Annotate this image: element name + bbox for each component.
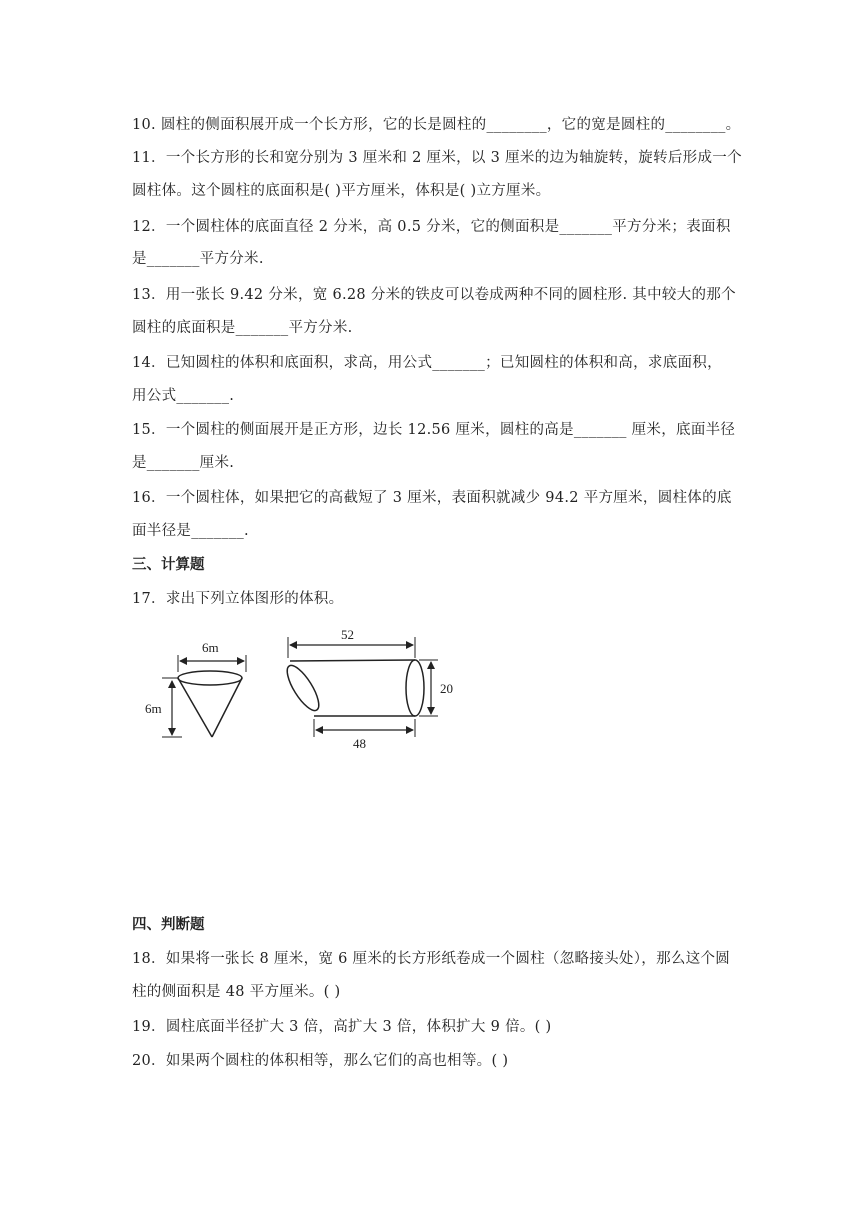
cylinder-bottom-dimension bbox=[314, 719, 415, 751]
section-heading-calculation: 三、计算题 bbox=[132, 557, 205, 573]
cylinder-top-label: 52 bbox=[341, 627, 354, 642]
question-16-line-2: 面半径是_______. bbox=[132, 523, 249, 539]
question-15-line-1: 15．一个圆柱的侧面展开是正方形，边长 12.56 厘米，圆柱的高是_______ 厘米，底面半径 bbox=[132, 422, 736, 438]
cylinder-top-dimension bbox=[288, 627, 415, 658]
question-12-line-2: 是_______平方分米. bbox=[132, 251, 264, 267]
question-16-line-1: 16．一个圆柱体，如果把它的高截短了 3 厘米，表面积就减少 94.2 平方厘米，圆柱体的底 bbox=[132, 490, 732, 506]
cone-and-cylinder-diagram bbox=[140, 625, 470, 760]
question-14-line-2: 用公式_______. bbox=[132, 388, 235, 404]
question-17: 17．求出下列立体图形的体积。 bbox=[132, 591, 344, 607]
cylinder-shape bbox=[282, 660, 424, 716]
cone-width-dimension bbox=[178, 640, 246, 672]
cone-height-label: 6m bbox=[145, 701, 162, 716]
section-heading-judgement: 四、判断题 bbox=[132, 917, 205, 933]
question-15-line-2: 是_______厘米. bbox=[132, 455, 235, 471]
solid-figures bbox=[140, 625, 470, 764]
question-13-line-2: 圆柱的底面积是_______平方分米. bbox=[132, 320, 353, 336]
question-11-line-2: 圆柱体。这个圆柱的底面积是( )平方厘米，体积是( )立方厘米。 bbox=[132, 183, 551, 199]
question-10: 10. 圆柱的侧面积展开成一个长方形，它的长是圆柱的________，它的宽是圆柱的________。 bbox=[132, 117, 741, 133]
cone-shape bbox=[178, 671, 242, 737]
question-20: 20．如果两个圆柱的体积相等，那么它们的高也相等。( ) bbox=[132, 1053, 509, 1069]
cone-height-dimension bbox=[145, 678, 182, 737]
question-19: 19．圆柱底面半径扩大 3 倍，高扩大 3 倍，体积扩大 9 倍。( ) bbox=[132, 1019, 552, 1035]
cone-width-label: 6m bbox=[202, 640, 219, 655]
cylinder-bottom-label: 48 bbox=[353, 736, 366, 751]
question-14-line-1: 14．已知圆柱的体积和底面积，求高，用公式_______；已知圆柱的体积和高，求底面积， bbox=[132, 355, 722, 371]
question-12-line-1: 12．一个圆柱体的底面直径 2 分米，高 0.5 分米，它的侧面积是_______平方分米；表面积 bbox=[132, 219, 731, 235]
question-13-line-1: 13．用一张长 9.42 分米，宽 6.28 分米的铁皮可以卷成两种不同的圆柱形. 其中较大的那个 bbox=[132, 287, 736, 303]
cylinder-height-label: 20 bbox=[440, 681, 453, 696]
question-11-line-1: 11．一个长方形的长和宽分别为 3 厘米和 2 厘米，以 3 厘米的边为轴旋转，旋转后形成一个 bbox=[132, 150, 742, 166]
question-18-line-1: 18．如果将一张长 8 厘米，宽 6 厘米的长方形纸卷成一个圆柱（忽略接头处），那么这个圆 bbox=[132, 951, 731, 967]
question-18-line-2: 柱的侧面积是 48 平方厘米。( ) bbox=[132, 984, 341, 1000]
